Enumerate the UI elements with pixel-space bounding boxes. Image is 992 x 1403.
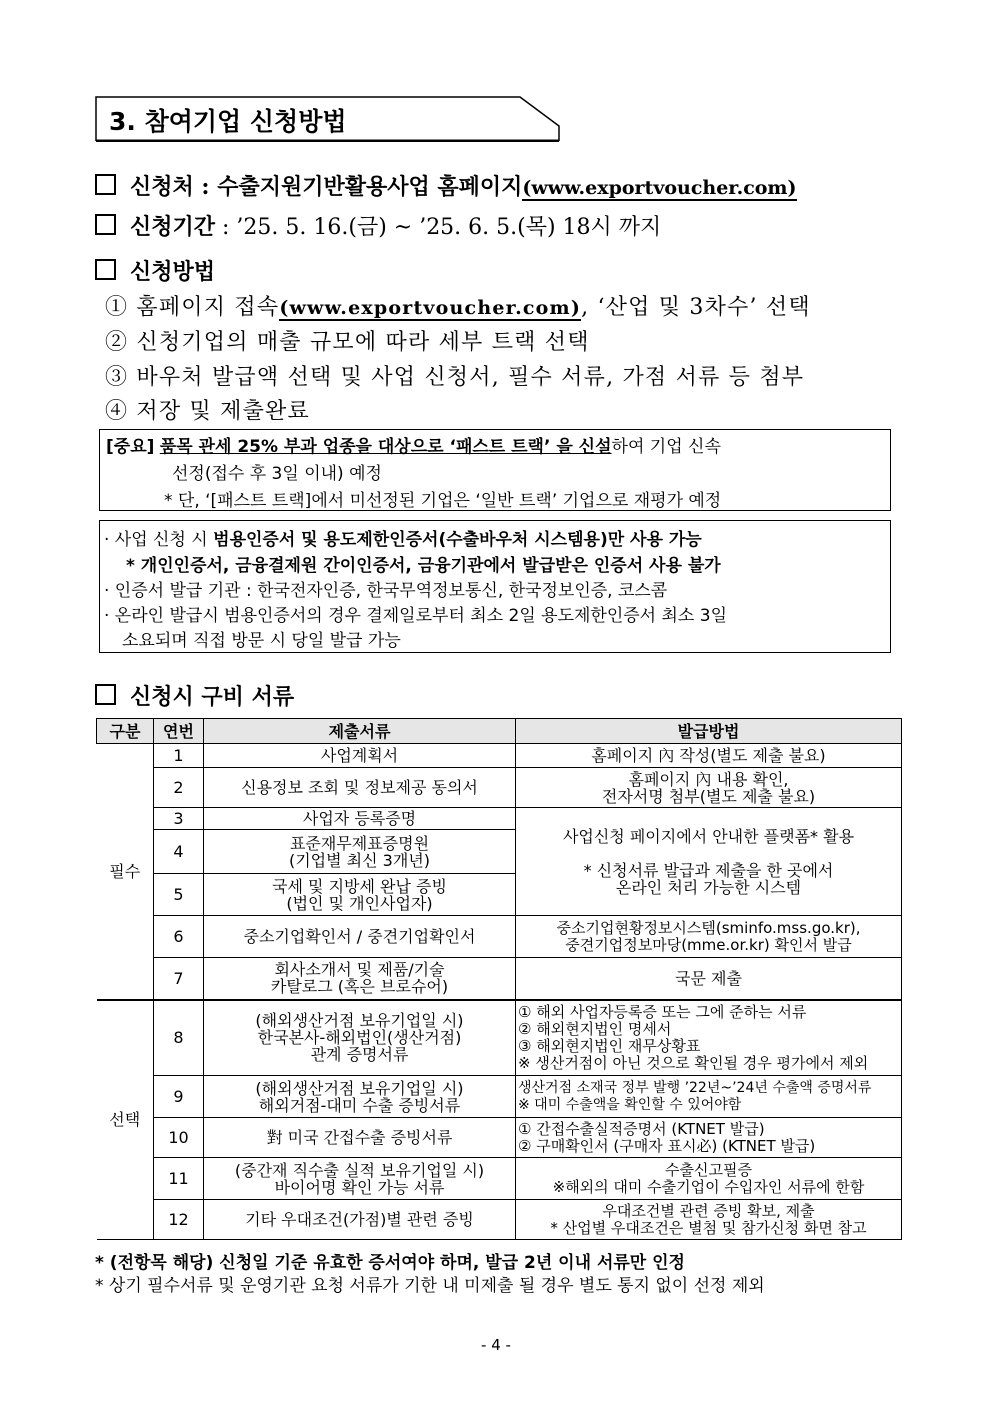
row-method: 홈페이지 內 내용 확인, 전자서명 첨부(별도 제출 불요) (516, 768, 902, 808)
step-1-url: (www.exportvoucher.com) (279, 297, 582, 319)
row-method: 중소기업현황정보시스템(sminfo.mss.go.kr), 중견기업정보마당(mme.or.kr) 확인서 발급 (516, 916, 902, 958)
important-notice-line-1 (106, 432, 721, 457)
row-method: ① 간접수출실적증명서 (KTNET 발급) ② 구매확인서 (구매자 표시必) (KTNET 발급) (516, 1118, 902, 1158)
apply-period-line (95, 210, 661, 241)
row-number: 11 (154, 1158, 204, 1200)
docs-title-line (95, 680, 294, 711)
important-notice-line-2: 선정(접수 후 3일 이내) 예정 (172, 464, 382, 484)
row-method: 홈페이지 內 작성(별도 제출 불요) (516, 744, 902, 768)
footnote-1: * (전항목 해당) 신청일 기준 유효한 증서여야 하며, 발급 2년 이내 서류만 인정 (95, 1253, 685, 1273)
row-number: 12 (154, 1200, 204, 1240)
checkbox-icon (95, 174, 116, 195)
step-3: ③ 바우처 발급액 선택 및 사업 신청서, 필수 서류, 가점 서류 등 첨부 (105, 365, 805, 390)
row-number: 7 (154, 958, 204, 1000)
row-document: 국세 및 지방세 완납 증빙 (법인 및 개인사업자) (204, 874, 516, 916)
table-row (97, 916, 902, 958)
header-category: 구분 (97, 719, 154, 744)
row-method: ① 해외 사업자등록증 또는 그에 준하는 서류 ② 해외현지법인 명세서 ③ 해외현지법인 재무상황표 ※ 생산거점이 아닌 것으로 확인될 경우 평가에서 제외 (516, 1000, 902, 1076)
category-required: 필수 (97, 744, 154, 1000)
cert-line-4: · 온라인 발급시 범용인증서의 경우 결제일로부터 최소 2일 용도제한인증서 최소 3일 (104, 606, 727, 626)
row-number: 3 (154, 808, 204, 830)
table-row (97, 958, 902, 1000)
row-document: 사업자 등록증명 (204, 808, 516, 830)
category-optional: 선택 (97, 1000, 154, 1240)
apply-site-url: (www.exportvoucher.com) (522, 177, 797, 199)
checkbox-icon (95, 214, 116, 235)
row-document: 기타 우대조건(가점)별 관련 증빙 (204, 1200, 516, 1240)
apply-method-label: 신청방법 (130, 259, 216, 285)
important-rest-text: 하여 기업 신속 (611, 437, 721, 457)
row-method: 우대조건별 관련 증빙 확보, 제출 * 산업별 우대조건은 별첨 및 참가신청 화면 참고 (516, 1200, 902, 1240)
table-row (97, 1118, 902, 1158)
row-method: 생산거점 소재국 정부 발행 ’22년~’24년 수출액 증명서류 ※ 대미 수출액을 확인할 수 있어야함 (516, 1076, 902, 1118)
page-number: - 4 - (481, 1336, 511, 1354)
table-row (97, 1000, 902, 1076)
table-row (97, 1076, 902, 1118)
row-document: (해외생산거점 보유기업일 시) 한국본사-해외법인(생산거점) 관계 증명서류 (204, 1000, 516, 1076)
row-document: 표준재무제표증명원 (기업별 최신 3개년) (204, 830, 516, 874)
section-heading (95, 96, 560, 142)
page-title: 3. 참여기업 신청방법 (109, 107, 347, 136)
important-notice-box (99, 429, 891, 511)
step-1: ① 홈페이지 접속(www.exportvoucher.com), ‘산업 및 3차수’ 선택 (105, 295, 811, 320)
row-method: 사업신청 페이지에서 안내한 플랫폼* 활용 * 신청서류 발급과 제출을 한 곳에서 온라인 처리 가능한 시스템 (516, 808, 902, 916)
step-2: ② 신청기업의 매출 규모에 따라 세부 트랙 선택 (105, 330, 590, 355)
docs-title: 신청시 구비 서류 (130, 684, 295, 710)
documents-table (96, 718, 902, 1240)
table-row (97, 808, 902, 830)
row-document: 신용정보 조회 및 정보제공 동의서 (204, 768, 516, 808)
row-number: 2 (154, 768, 204, 808)
header-method: 발급방법 (516, 719, 902, 744)
footnote-2: * 상기 필수서류 및 운영기관 요청 서류가 기한 내 미제출 될 경우 별도 통지 없이 선정 제외 (95, 1276, 765, 1296)
apply-period-value: : ’25. 5. 16.(금) ~ ’25. 6. 5.(목) 18시 까지 (215, 215, 662, 240)
row-number: 6 (154, 916, 204, 958)
header-number: 연번 (154, 719, 204, 744)
checkbox-icon (95, 684, 116, 705)
row-number: 9 (154, 1076, 204, 1118)
row-document: 對 미국 간접수출 증빙서류 (204, 1118, 516, 1158)
important-notice-line-3: * 단, ‘[패스트 트랙]에서 미선정된 기업은 ‘일반 트랙’ 기업으로 재평가 예정 (164, 491, 722, 511)
cert-line-1: · 사업 신청 시 범용인증서 및 용도제한인증서(수출바우처 시스템용)만 사용 가능 (104, 530, 702, 550)
row-document: 회사소개서 및 제품/기술 카탈로그 (혹은 브로슈어) (204, 958, 516, 1000)
row-document: 중소기업확인서 / 중견기업확인서 (204, 916, 516, 958)
cert-line-2: * 개인인증서, 금융결제원 간이인증서, 금융기관에서 발급받은 인증서 사용 불가 (126, 556, 721, 576)
apply-site-label: 신청처 : 수출지원기반활용사업 홈페이지 (130, 174, 523, 200)
certificate-notice-box (99, 520, 891, 653)
cert-line-5: 소요되며 직접 방문 시 당일 발급 가능 (122, 631, 401, 651)
header-document: 제출서류 (204, 719, 516, 744)
table-header-row (97, 719, 902, 744)
table-row (97, 768, 902, 808)
table-row (97, 1158, 902, 1200)
apply-site-line (95, 170, 797, 201)
row-number: 5 (154, 874, 204, 916)
row-document: (중간재 직수출 실적 보유기업일 시) 바이어명 확인 가능 서류 (204, 1158, 516, 1200)
row-document: (해외생산거점 보유기업일 시) 해외거점-대미 수출 증빙서류 (204, 1076, 516, 1118)
row-number: 8 (154, 1000, 204, 1076)
row-method: 수출신고필증 ※해외의 대미 수출기업이 수입자인 서류에 한함 (516, 1158, 902, 1200)
row-number: 10 (154, 1118, 204, 1158)
apply-method-line (95, 255, 215, 286)
table-row (97, 744, 902, 768)
row-document: 사업계획서 (204, 744, 516, 768)
row-method: 국문 제출 (516, 958, 902, 1000)
important-bold-text: 품목 관세 25% 부과 업종을 대상으로 ‘패스트 트랙’ 을 신설 (159, 437, 612, 457)
table-row (97, 1200, 902, 1240)
cert-line-3: · 인증서 발급 기관 : 한국전자인증, 한국무역정보통신, 한국정보인증, 코스콤 (104, 581, 668, 601)
apply-period-label: 신청기간 (130, 214, 216, 240)
row-number: 1 (154, 744, 204, 768)
checkbox-icon (95, 259, 116, 280)
step-4: ④ 저장 및 제출완료 (105, 399, 310, 424)
row-number: 4 (154, 830, 204, 874)
important-tag: [중요] (106, 437, 155, 457)
